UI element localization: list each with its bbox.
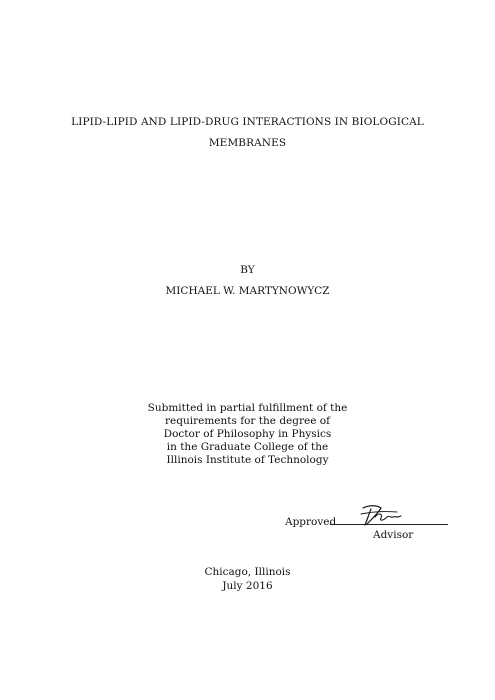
thesis-title-line-1: LIPID-LIPID AND LIPID-DRUG INTERACTIONS IN BIOLOGICAL <box>71 116 424 128</box>
advisor-label: Advisor <box>373 529 414 541</box>
approved-label: Approved <box>285 516 337 528</box>
submission-line-1: Submitted in partial fulfillment of the <box>147 402 348 414</box>
thesis-title-line-2: MEMBRANES <box>208 137 287 149</box>
author-name: MICHAEL W. MARTYNOWYCZ <box>165 285 330 297</box>
advisor-signature <box>357 502 407 528</box>
submission-line-4: in the Graduate College of the <box>166 441 329 453</box>
date-line: July 2016 <box>222 580 273 592</box>
place-line: Chicago, Illinois <box>204 566 291 578</box>
submission-line-5: Illinois Institute of Technology <box>166 454 329 466</box>
approval-block <box>285 510 460 546</box>
submission-line-2: requirements for the degree of <box>165 415 330 427</box>
submission-line-3: Doctor of Philosophy in Physics <box>163 428 332 440</box>
by-label: BY <box>240 264 255 276</box>
